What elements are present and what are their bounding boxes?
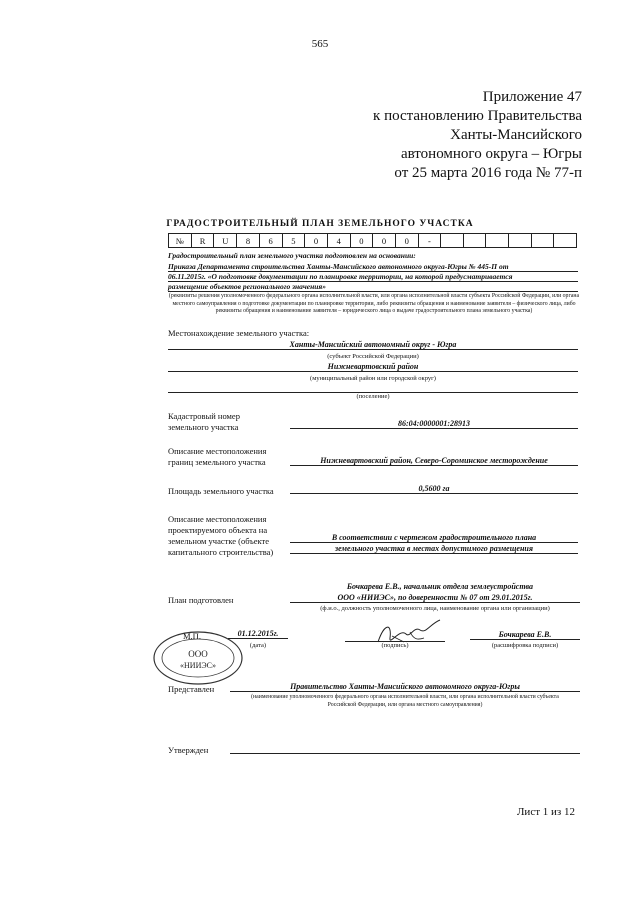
document-title: ГРАДОСТРОИТЕЛЬНЫЙ ПЛАН ЗЕМЕЛЬНОГО УЧАСТКА xyxy=(166,219,474,229)
subject-caption: (субъект Российской Федерации) xyxy=(327,353,419,360)
handwritten-signature xyxy=(370,616,450,652)
presented-label: Представлен xyxy=(168,684,215,694)
stamp-text-2: «НИИЭС» xyxy=(180,661,216,670)
number-cell: № xyxy=(169,234,192,248)
settlement-caption: (поселение) xyxy=(356,393,390,400)
prepared-date: 01.12.2015г. xyxy=(228,629,288,639)
number-cell: 0 xyxy=(305,234,328,248)
approved-line xyxy=(230,753,580,754)
number-cell xyxy=(441,234,464,248)
basis-note: (реквизиты решения уполномоченного федерального органа исполнительной власти, или органа исполнительной власти субъекта Российской Федерации, или органа местного самоуправления о подготовке документации по планировке территории, либо реквизиты обращения и наименование заявителя – физического лица, либо реквизиты обращения и наименование заявителя – юридического лица о выдаче градостроительного плана земельного участка) xyxy=(168,293,580,314)
prepared-value-1: Бочкарева Е.В., начальник отдела землеустройства xyxy=(346,582,534,591)
project-value-1: В соответствии с чертежом градостроительного плана xyxy=(290,533,578,543)
page-number: 565 xyxy=(311,38,329,50)
appendix-header xyxy=(373,88,582,183)
basis-heading: Градостроительный план земельного участка подготовлен на основании: xyxy=(168,251,416,260)
plan-number-grid xyxy=(168,233,577,248)
prepared-caption: (ф.и.о., должность уполномоченного лица, наименование органа или организации) xyxy=(320,605,550,612)
location-label: Местонахождение земельного участка: xyxy=(168,328,310,338)
appendix-line: от 25 марта 2016 года № 77-п xyxy=(394,165,582,181)
location-district: Нижневартовский район xyxy=(168,362,578,372)
number-cell xyxy=(463,234,486,248)
borders-value: Нижневартовский район, Северо-Сороминское месторождение xyxy=(290,456,578,466)
area-value: 0,5600 га xyxy=(290,484,578,494)
cadastral-label-1: Кадастровый номер xyxy=(168,411,240,421)
borders-label-2: границ земельного участка xyxy=(168,457,266,467)
sheet-counter: Лист 1 из 12 xyxy=(516,806,575,818)
appendix-line: Приложение 47 xyxy=(482,89,582,105)
presented-value: Правительство Ханты-Мансийского автономного округа-Югры xyxy=(230,682,580,692)
number-cell: 0 xyxy=(373,234,396,248)
borders-label-1: Описание местоположения xyxy=(168,446,267,456)
organization-stamp xyxy=(152,630,244,686)
number-cell: 8 xyxy=(237,234,260,248)
presented-caption-2: Российской Федерации, или органа местного самоуправления) xyxy=(327,702,483,708)
basis-line-3: размещение объектов регионального значения» xyxy=(168,282,578,292)
stamp-text-1: ООО xyxy=(188,649,208,659)
number-cell: 5 xyxy=(282,234,305,248)
cadastral-number: 86:04:0000001:28913 xyxy=(290,419,578,429)
basis-line-1: Приказа Департамента строительства Ханты-Мансийского автономного округа-Югры № 445-П от xyxy=(168,262,578,272)
number-cell xyxy=(509,234,532,248)
signer-name: Бочкарева Е.В. xyxy=(470,630,580,640)
mp-label: М.П. xyxy=(183,631,201,641)
name-caption: (расшифровка подписи) xyxy=(491,642,559,649)
location-subject: Ханты-Мансийский автономный округ - Югра xyxy=(168,340,578,350)
signature-caption: (подпись) xyxy=(381,642,409,649)
number-cell: 6 xyxy=(259,234,282,248)
number-cell: R xyxy=(191,234,214,248)
presented-caption-1: (наименование уполномоченного федерального органа исполнительной власти, или органа исполнительной власти субъекта xyxy=(251,694,559,700)
area-label: Площадь земельного участка xyxy=(168,486,274,496)
project-value-2: земельного участка в местах допустимого размещения xyxy=(290,544,578,554)
approved-label: Утвержден xyxy=(168,745,209,755)
settlement-line xyxy=(168,384,578,393)
project-label-2: проектируемого объекта на xyxy=(168,525,268,535)
number-cell xyxy=(486,234,509,248)
project-label-3: земельном участке (объекте xyxy=(168,536,270,546)
appendix-line: Ханты-Мансийского xyxy=(450,127,582,143)
basis-line-2: 06.11.2015г. «О подготовке документации по планировке территории, на которой предусматривается xyxy=(168,272,578,282)
project-label-1: Описание местоположения xyxy=(168,514,267,524)
project-label-4: капитального строительства) xyxy=(168,547,274,557)
prepared-value-2: ООО «НИИЭС», по доверенности № 07 от 29.01.2015г. xyxy=(290,593,580,603)
date-caption: (дата) xyxy=(249,642,267,649)
appendix-line: автономного округа – Югры xyxy=(400,146,582,162)
district-caption: (муниципальный район или городской округ) xyxy=(310,375,436,382)
appendix-line: к постановлению Правительства xyxy=(373,108,582,124)
number-cell: - xyxy=(418,234,441,248)
number-cell xyxy=(554,234,577,248)
number-cell: 0 xyxy=(395,234,418,248)
number-cell: U xyxy=(214,234,237,248)
number-cell: 4 xyxy=(327,234,350,248)
prepared-label: План подготовлен xyxy=(168,595,234,605)
number-cell: 0 xyxy=(350,234,373,248)
cadastral-label-2: земельного участка xyxy=(168,422,239,432)
number-cell xyxy=(531,234,554,248)
